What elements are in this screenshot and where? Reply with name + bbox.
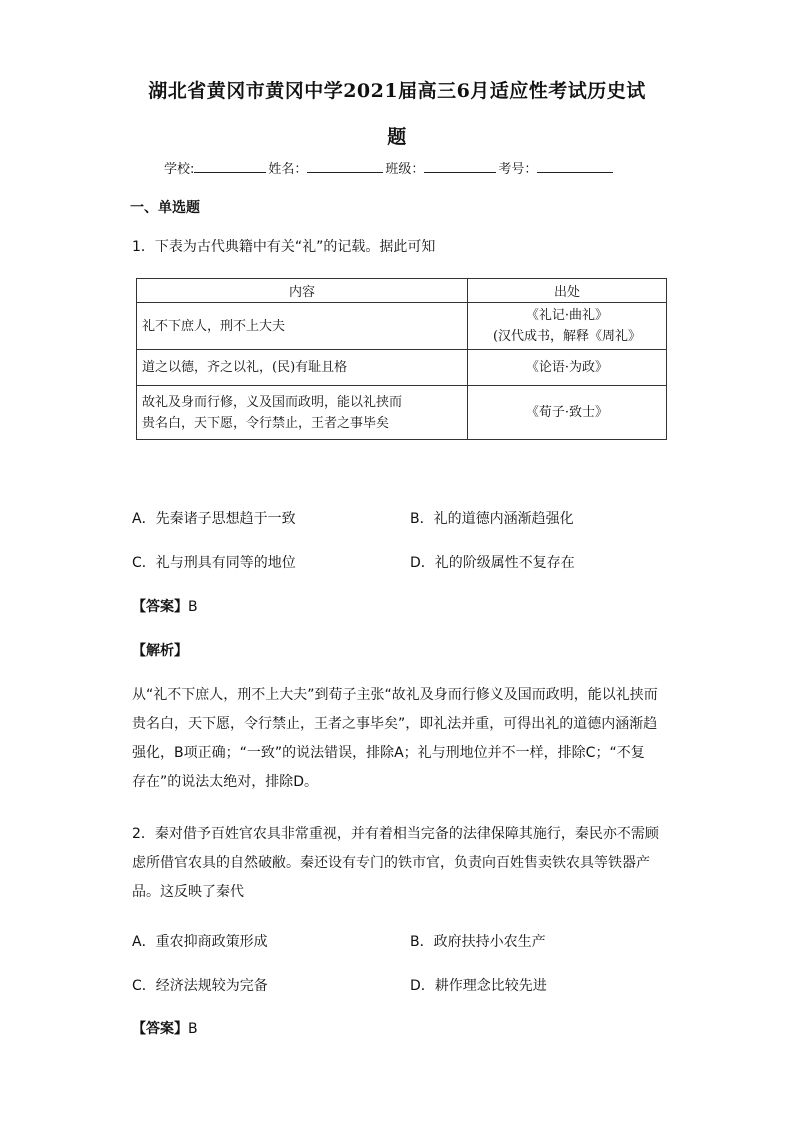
class-blank[interactable] bbox=[424, 160, 496, 173]
q1-stem: 1．下表为古代典籍中有关“礼”的记载。据此可知 bbox=[132, 239, 436, 255]
answer-label: 【答案】 bbox=[132, 599, 188, 615]
q1-option-a[interactable]: A．先秦诸子思想趋于一致 bbox=[132, 511, 296, 527]
analysis-line: 贵名白，天下愿，令行禁止，王者之事毕矣”，即礼法并重，可得出礼的道德内涵渐趋 bbox=[132, 716, 658, 732]
q2-option-b[interactable]: B．政府扶持小农生产 bbox=[410, 934, 546, 950]
stem-line: 虑所借官农具的自然破敝。秦还设有专门的铁市官，负责向百姓售卖铁农具等铁器产 bbox=[132, 855, 650, 871]
q2-answer bbox=[132, 1018, 198, 1038]
title-line-1: 湖北省黄冈市黄冈中学2021届高三6月适应性考试历史试 bbox=[148, 80, 646, 102]
school-blank[interactable] bbox=[194, 160, 266, 173]
answer-value: B bbox=[188, 1021, 198, 1037]
q2-option-d[interactable]: D．耕作理念比较先进 bbox=[410, 978, 547, 994]
row-source: 《荀子·致士》 bbox=[468, 386, 667, 440]
q2-option-a[interactable]: A．重农抑商政策形成 bbox=[132, 934, 268, 950]
row-content: 道之以德，齐之以礼，(民)有耻且格 bbox=[137, 350, 468, 386]
q1-option-d[interactable]: D．礼的阶级属性不复存在 bbox=[410, 555, 575, 571]
row-source bbox=[468, 303, 667, 350]
table-header-content: 内容 bbox=[137, 279, 468, 303]
table-row bbox=[137, 303, 667, 350]
content-line-1: 故礼及身而行修，义及国而政明，能以礼挟而 bbox=[142, 394, 403, 410]
name-blank[interactable] bbox=[307, 160, 383, 173]
q1-analysis-label: 【解析】 bbox=[132, 643, 188, 659]
table-row bbox=[137, 350, 667, 386]
q1-analysis bbox=[132, 681, 672, 797]
school-label: 学校: bbox=[164, 162, 195, 177]
answer-value: B bbox=[188, 599, 198, 615]
stem-line: 品。这反映了秦代 bbox=[132, 884, 244, 900]
row-content bbox=[137, 386, 468, 440]
title-line-2: 题 bbox=[387, 126, 407, 148]
row-source: 《论语·为政》 bbox=[468, 350, 667, 386]
table-row bbox=[137, 386, 667, 440]
class-label: 班级： bbox=[385, 162, 425, 177]
section-heading: 一、单选题 bbox=[130, 200, 200, 216]
student-info-row bbox=[164, 158, 615, 177]
analysis-line: 强化，B项正确；“一致”的说法错误，排除A；礼与刑地位并不一样，排除C；“不复 bbox=[132, 745, 645, 761]
table-header-source: 出处 bbox=[468, 279, 667, 303]
q1-option-b[interactable]: B．礼的道德内涵渐趋强化 bbox=[410, 511, 574, 527]
content-line-2: 贵名白，天下愿，令行禁止，王者之事毕矣 bbox=[142, 415, 390, 431]
records-table bbox=[136, 278, 667, 440]
q1-answer bbox=[132, 596, 198, 616]
analysis-line: 存在”的说法太绝对，排除D。 bbox=[132, 774, 319, 790]
name-label: 姓名： bbox=[268, 162, 308, 177]
exam-number-blank[interactable] bbox=[537, 160, 613, 173]
q1-option-c[interactable]: C．礼与刑具有同等的地位 bbox=[132, 555, 296, 571]
answer-label: 【答案】 bbox=[132, 1021, 188, 1037]
exam-number-label: 考号： bbox=[498, 162, 538, 177]
q2-option-c[interactable]: C．经济法规较为完备 bbox=[132, 978, 268, 994]
stem-line: 2．秦对借予百姓官农具非常重视，并有着相当完备的法律保障其施行，秦民亦不需顾 bbox=[132, 826, 659, 842]
row-content: 礼不下庶人，刑不上大夫 bbox=[137, 303, 468, 350]
source-line-2: (汉代成书，解释《周礼》 bbox=[492, 329, 642, 344]
page-title bbox=[100, 68, 694, 160]
q2-stem bbox=[132, 820, 672, 907]
analysis-line: 从“礼不下庶人，刑不上大夫”到荀子主张“故礼及身而行修义及国而政明，能以礼挟而 bbox=[132, 687, 658, 703]
source-line-1: 《礼记·曲礼》 bbox=[525, 308, 609, 323]
